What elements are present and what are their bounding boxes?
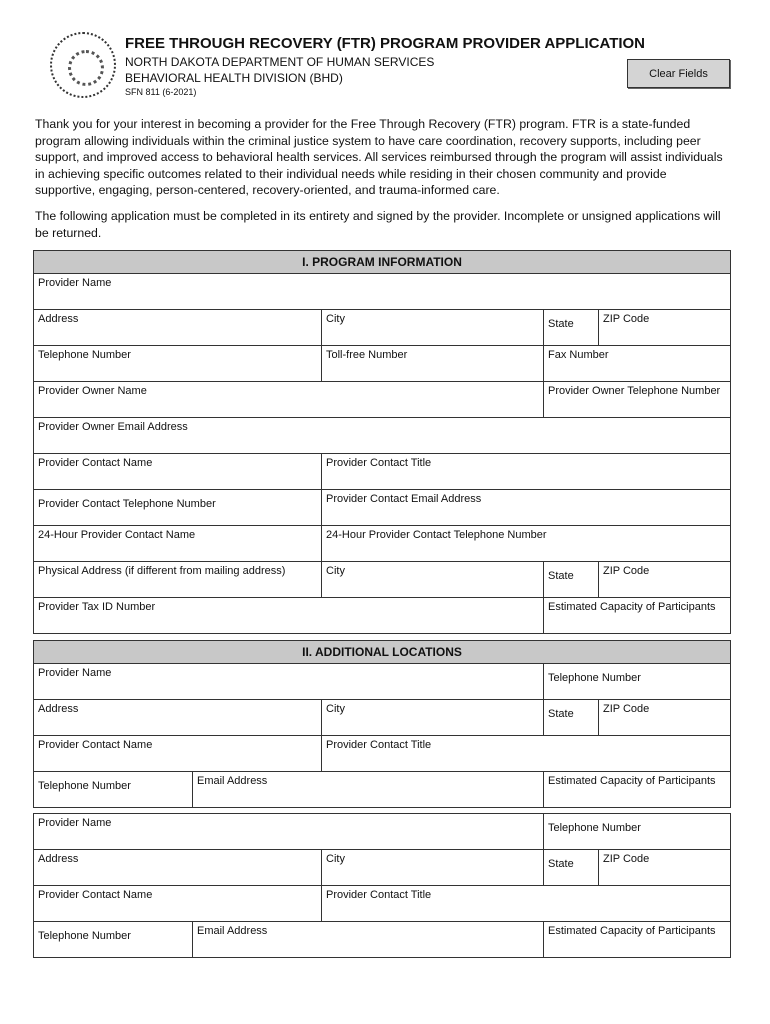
loc2-contact-name-field[interactable]: Provider Contact Name (34, 886, 322, 921)
contact-title-field[interactable]: Provider Contact Title (326, 457, 432, 469)
physical-address-field[interactable]: Physical Address (if different from mailing address) (34, 562, 322, 597)
loc2-city-field[interactable]: City (322, 850, 544, 885)
owner-name-field[interactable]: Provider Owner Name (34, 382, 544, 417)
h24-contact-phone-field[interactable]: 24-Hour Provider Contact Telephone Number (326, 529, 547, 541)
telephone-field[interactable]: Telephone Number (34, 346, 322, 381)
loc2-address-field[interactable]: Address (34, 850, 322, 885)
loc2-zip-field[interactable]: ZIP Code (603, 853, 650, 865)
tax-id-field[interactable]: Provider Tax ID Number (34, 598, 544, 633)
contact-name-field[interactable]: Provider Contact Name (34, 454, 322, 489)
physical-city-field[interactable]: City (322, 562, 544, 597)
loc2-email-field[interactable]: Email Address (193, 922, 544, 957)
loc1-email-field[interactable]: Email Address (193, 772, 544, 807)
clear-fields-button[interactable]: Clear Fields (627, 59, 730, 88)
loc2-contact-title-field[interactable]: Provider Contact Title (326, 889, 432, 901)
loc1-telephone-field[interactable]: Telephone Number (548, 672, 641, 684)
program-information-section (33, 250, 731, 634)
form-title: FREE THROUGH RECOVERY (FTR) PROGRAM PROVIDER APPLICATION (125, 35, 646, 52)
owner-email-field[interactable]: Provider Owner Email Address (38, 421, 188, 433)
loc1-state-field[interactable]: State (544, 700, 599, 735)
division: BEHAVIORAL HEALTH DIVISION (BHD) (125, 71, 343, 85)
loc2-provider-name-field[interactable]: Provider Name (34, 814, 544, 849)
tollfree-field[interactable]: Toll-free Number (322, 346, 544, 381)
additional-locations-section (33, 640, 731, 808)
department: NORTH DAKOTA DEPARTMENT OF HUMAN SERVICES (125, 55, 435, 69)
state-seal-logo (50, 32, 116, 98)
loc1-contact-name-field[interactable]: Provider Contact Name (34, 736, 322, 771)
loc2-capacity-field[interactable]: Estimated Capacity of Participants (548, 925, 716, 937)
section-header: II. ADDITIONAL LOCATIONS (34, 641, 730, 664)
instructions-paragraph: The following application must be completed in its entirety and signed by the provider. Incomplete or unsigned applications will be returned. (35, 209, 721, 240)
loc2-telephone-field[interactable]: Telephone Number (548, 822, 641, 834)
physical-state-field[interactable]: State (544, 562, 599, 597)
loc1-zip-field[interactable]: ZIP Code (603, 703, 650, 715)
form-number: SFN 811 (6-2021) (125, 87, 197, 97)
loc2-phone-field[interactable]: Telephone Number (34, 922, 193, 957)
section-header: I. PROGRAM INFORMATION (34, 251, 730, 274)
h24-contact-name-field[interactable]: 24-Hour Provider Contact Name (34, 526, 322, 561)
loc1-city-field[interactable]: City (322, 700, 544, 735)
contact-phone-field[interactable]: Provider Contact Telephone Number (34, 490, 322, 525)
capacity-field[interactable]: Estimated Capacity of Participants (548, 601, 716, 613)
zip-field[interactable]: ZIP Code (603, 313, 650, 325)
additional-location-2 (33, 813, 731, 958)
loc1-address-field[interactable]: Address (34, 700, 322, 735)
loc2-state-field[interactable]: State (544, 850, 599, 885)
owner-phone-field[interactable]: Provider Owner Telephone Number (548, 385, 721, 397)
state-field[interactable]: State (544, 310, 599, 345)
intro-paragraph: Thank you for your interest in becoming a provider for the Free Through Recovery (FTR) program. FTR is a state-funded program allowing individuals within the criminal justice system to have care coordination, recovery supports, including peer support, and improved access to behavioral health services. All services reimbursed through the program will assist individuals in achieving specific outcomes related to their individual needs while residing in their chosen community and provide supportive, engaging, person-centered, recovery-oriented, and trauma-informed care. (35, 117, 723, 197)
loc1-provider-name-field[interactable]: Provider Name (34, 664, 544, 699)
city-field[interactable]: City (322, 310, 544, 345)
contact-email-field[interactable]: Provider Contact Email Address (326, 493, 482, 505)
loc1-capacity-field[interactable]: Estimated Capacity of Participants (548, 775, 716, 787)
loc1-phone-field[interactable]: Telephone Number (34, 772, 193, 807)
address-field[interactable]: Address (34, 310, 322, 345)
fax-field[interactable]: Fax Number (548, 349, 609, 361)
loc1-contact-title-field[interactable]: Provider Contact Title (326, 739, 432, 751)
provider-name-field[interactable]: Provider Name (38, 277, 112, 289)
physical-zip-field[interactable]: ZIP Code (603, 565, 650, 577)
